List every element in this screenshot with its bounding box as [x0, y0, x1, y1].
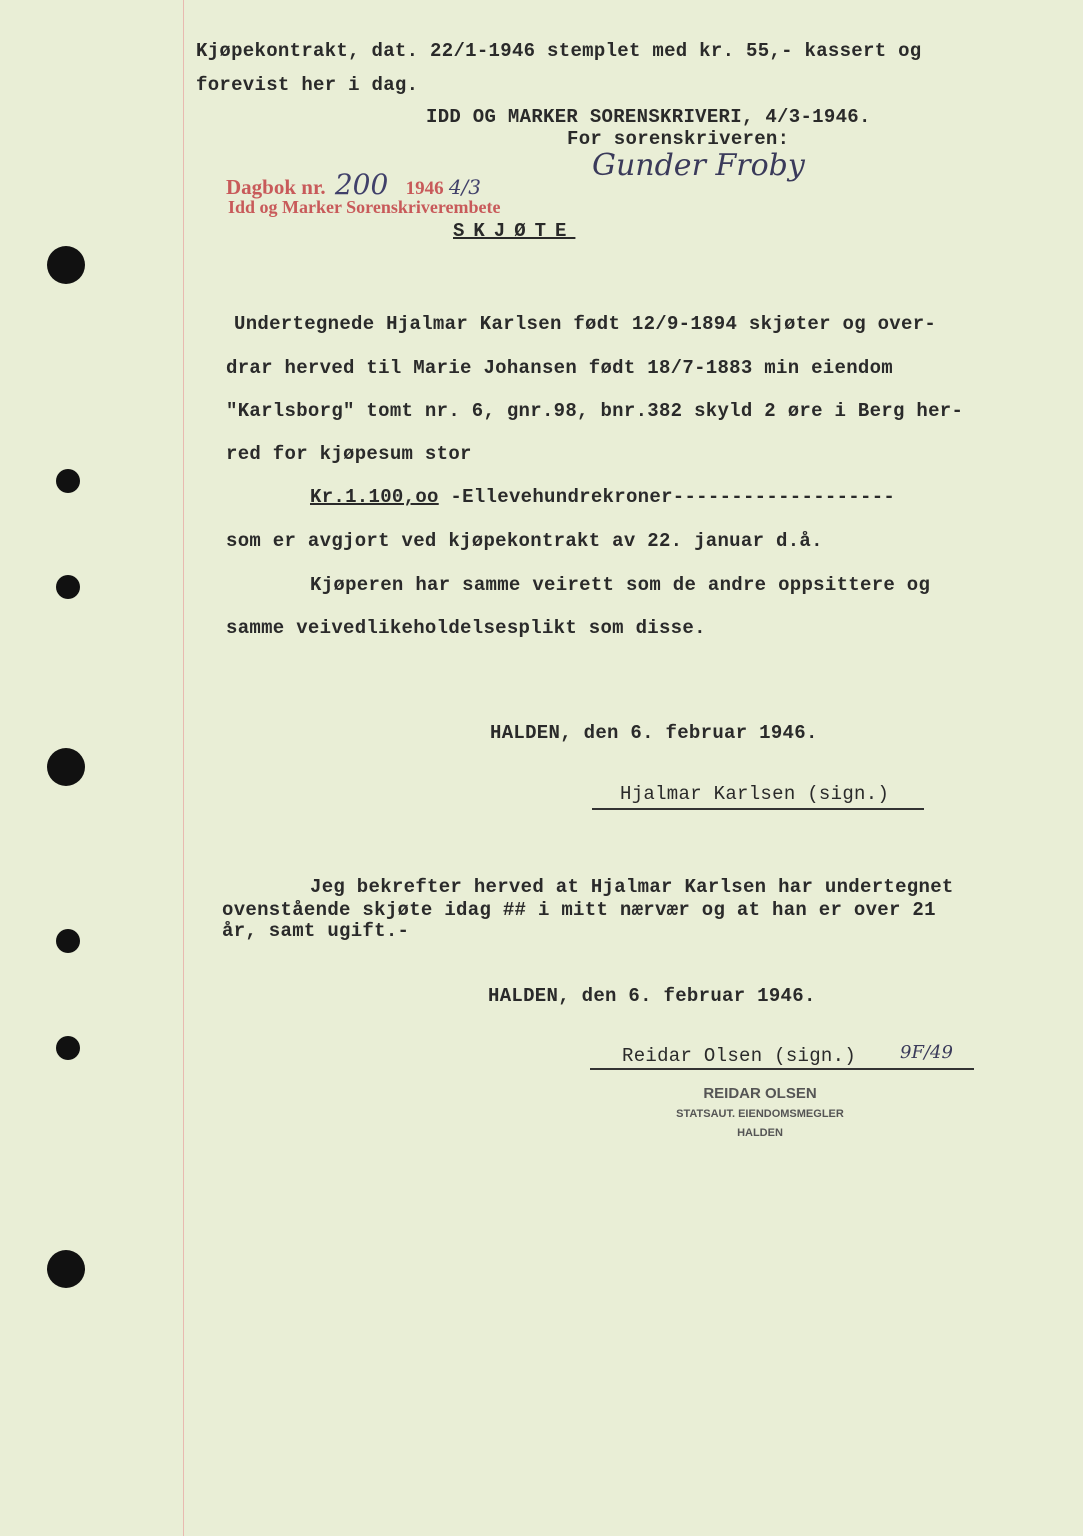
signature-line-2: [590, 1068, 974, 1070]
signature-2: Reidar Olsen (sign.): [622, 1045, 857, 1067]
body-line-2: drar herved til Marie Johansen født 18/7-1883 min eiendom: [226, 357, 894, 379]
punch-hole-icon: [47, 748, 85, 786]
place-date-1: HALDEN, den 6. februar 1946.: [490, 722, 818, 744]
witness-line-3: år, samt ugift.-: [222, 920, 410, 942]
place-date-2: HALDEN, den 6. februar 1946.: [488, 985, 816, 1007]
body-line-p3-2: samme veivedlikeholdelsesplikt som disse.: [226, 617, 706, 639]
punch-hole-icon: [56, 929, 80, 953]
amount: Kr.1.100,oo: [310, 486, 439, 508]
punch-hole-icon: [56, 469, 80, 493]
punch-hole-icon: [56, 575, 80, 599]
signature-2-initials: 9F/49: [900, 1042, 953, 1063]
document-title: SKJØTE: [453, 220, 576, 242]
dagbok-office: Idd og Marker Sorenskriverembete: [228, 197, 501, 217]
dagbok-label: Dagbok nr.: [226, 175, 326, 199]
body-line-4: red for kjøpesum stor: [226, 443, 472, 465]
office-line: IDD OG MARKER SORENSKRIVERI, 4/3-1946.: [426, 106, 871, 128]
header-line-1: Kjøpekontrakt, dat. 22/1-1946 stemplet med kr. 55,- kassert og: [196, 40, 922, 62]
dagbok-year: 1946: [405, 178, 444, 199]
for-sorenskriveren: For sorenskriveren:: [567, 128, 790, 150]
body-line-1: Undertegnede Hjalmar Karlsen født 12/9-1894 skjøter og over-: [234, 313, 937, 335]
agent-stamp-name: REIDAR OLSEN: [703, 1085, 817, 1102]
signature-line-1: [592, 808, 924, 810]
signature-1: Hjalmar Karlsen (sign.): [620, 783, 890, 805]
body-line-3: "Karlsborg" tomt nr. 6, gnr.98, bnr.382 skyld 2 øre i Berg her-: [226, 400, 964, 422]
witness-line-2: ovenstående skjøte idag ## i mitt nærvær og at han er over 21: [222, 899, 936, 921]
agent-stamp-title: STATSAUT. EIENDOMSMEGLER: [676, 1108, 844, 1120]
registrar-signature: Gunder Froby: [592, 148, 805, 183]
agent-stamp-city: HALDEN: [737, 1127, 783, 1139]
amount-text: -Ellevehundrekroner-------------------: [438, 486, 896, 508]
amount-line: [310, 486, 895, 508]
punch-hole-icon: [56, 1036, 80, 1060]
dagbok-date: 4/3: [448, 175, 481, 199]
punch-hole-icon: [47, 1250, 85, 1288]
punch-hole-icon: [47, 246, 85, 284]
body-line-p3-1: Kjøperen har samme veirett som de andre oppsittere og: [310, 574, 931, 596]
margin-line: [183, 0, 184, 1536]
dagbok-number: 200: [334, 168, 389, 201]
header-line-2: forevist her i dag.: [196, 74, 419, 96]
witness-line-1: Jeg bekrefter herved at Hjalmar Karlsen har undertegnet: [310, 876, 954, 898]
body-line-p2: som er avgjort ved kjøpekontrakt av 22. januar d.å.: [226, 530, 823, 552]
